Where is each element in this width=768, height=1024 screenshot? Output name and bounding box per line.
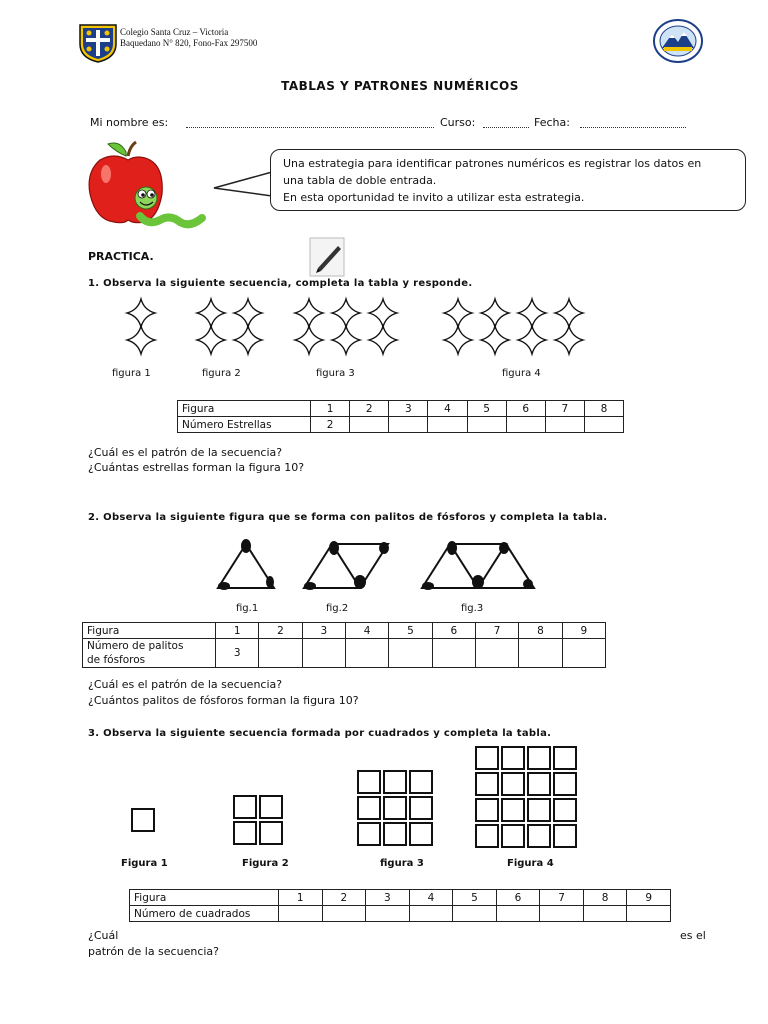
- square-figure-4-square: [475, 798, 499, 822]
- pencil-icon: [308, 236, 346, 278]
- column-header: 7: [545, 401, 584, 417]
- date-field[interactable]: [580, 127, 686, 128]
- column-header: 1: [279, 890, 323, 906]
- table-cell[interactable]: [432, 639, 475, 668]
- table-row: [130, 906, 671, 922]
- column-header: 9: [627, 890, 671, 906]
- square-figure-4-square: [475, 746, 499, 770]
- figure-2-stars: [197, 299, 262, 354]
- square-figure-4-square: [501, 772, 525, 796]
- square-figure-4-square: [553, 798, 577, 822]
- bubble-line-3: En esta oportunidad te invito a utilizar esta estrategia.: [283, 191, 585, 204]
- column-header: 5: [467, 401, 506, 417]
- table-row: [178, 401, 624, 417]
- column-header: 3: [389, 401, 428, 417]
- square-figure-2-caption: Figura 2: [242, 858, 289, 869]
- exercise-3-question-end: es el: [680, 929, 706, 942]
- table-cell[interactable]: [409, 906, 453, 922]
- square-figure-4-square: [501, 824, 525, 848]
- table-cell[interactable]: [302, 639, 345, 668]
- square-figure-3-square: [409, 822, 433, 846]
- column-header: 3: [366, 890, 410, 906]
- table-cell[interactable]: 2: [311, 417, 350, 433]
- square-figure-3-square: [409, 796, 433, 820]
- column-header: 6: [432, 623, 475, 639]
- exercise-1-question-2: ¿Cuántas estrellas forman la figura 10?: [88, 461, 305, 474]
- exercise-1-prompt: 1. Observa la siguiente secuencia, completa la tabla y responde.: [88, 278, 473, 289]
- course-field[interactable]: [483, 127, 529, 128]
- square-figure-3-square: [357, 796, 381, 820]
- table-cell[interactable]: [279, 906, 323, 922]
- column-header: 8: [519, 623, 562, 639]
- table-row: [83, 623, 606, 639]
- fig-1-caption: fig.1: [236, 603, 259, 614]
- column-header: 8: [584, 401, 623, 417]
- table-row-label: Número Estrellas: [178, 417, 311, 433]
- square-figure-2-square: [233, 795, 257, 819]
- square-figure-4-square: [553, 824, 577, 848]
- row-label-line-1: Número de palitos: [87, 640, 184, 652]
- square-figure-4-caption: Figura 4: [507, 858, 554, 869]
- figure-3-caption: figura 3: [316, 368, 355, 379]
- column-header: 6: [506, 401, 545, 417]
- matchsticks-sequence: [210, 536, 550, 598]
- exercise-2-prompt: 2. Observa la siguiente figura que se forma con palitos de fósforos y completa la tabla.: [88, 512, 608, 523]
- table-cell[interactable]: [562, 639, 605, 668]
- practice-heading: PRACTICA.: [88, 250, 154, 263]
- column-header: 5: [453, 890, 497, 906]
- table-cell[interactable]: [496, 906, 540, 922]
- square-figure-3-square: [357, 770, 381, 794]
- square-figure-4-square: [553, 772, 577, 796]
- course-label: Curso:: [440, 116, 476, 129]
- stars-sequence: [100, 296, 600, 358]
- table-row-label: [83, 639, 216, 668]
- strategy-speech-bubble: [270, 149, 746, 211]
- column-header: 7: [540, 890, 584, 906]
- square-figure-1-square: [131, 808, 155, 832]
- column-header: 2: [259, 623, 302, 639]
- table-cell[interactable]: [428, 417, 467, 433]
- square-figure-4-square: [475, 772, 499, 796]
- figure-1-stars: [127, 299, 155, 354]
- column-header: 5: [389, 623, 432, 639]
- table-row-label: Número de cuadrados: [130, 906, 279, 922]
- speech-bubble-tail: [212, 170, 274, 200]
- exercise-1-question-1: ¿Cuál es el patrón de la secuencia?: [88, 446, 283, 459]
- fig-3-caption: fig.3: [461, 603, 484, 614]
- square-figure-1-caption: Figura 1: [121, 858, 168, 869]
- column-header: 3: [302, 623, 345, 639]
- table-cell[interactable]: [627, 906, 671, 922]
- exercise-3-question-line-2: patrón de la secuencia?: [88, 945, 219, 958]
- column-header: 2: [322, 890, 366, 906]
- name-field[interactable]: [186, 127, 434, 128]
- square-figure-2-square: [259, 795, 283, 819]
- table-cell[interactable]: [345, 639, 388, 668]
- fig-2-matchsticks: [304, 544, 388, 588]
- table-cell[interactable]: [366, 906, 410, 922]
- figure-4-caption: figura 4: [502, 368, 541, 379]
- square-figure-4-square: [527, 824, 551, 848]
- squares-table: [129, 889, 671, 922]
- apple-worm-illustration: [84, 138, 208, 230]
- exercise-2-question-1: ¿Cuál es el patrón de la secuencia?: [88, 678, 283, 691]
- square-figure-4-square: [527, 746, 551, 770]
- stars-table: [177, 400, 624, 433]
- figure-3-stars: [295, 299, 397, 354]
- column-header: 9: [562, 623, 605, 639]
- square-figure-4-square: [553, 746, 577, 770]
- table-cell[interactable]: [506, 417, 545, 433]
- table-cell[interactable]: [350, 417, 389, 433]
- table-cell[interactable]: [467, 417, 506, 433]
- exercise-2-question-2: ¿Cuántos palitos de fósforos forman la figura 10?: [88, 694, 359, 707]
- table-row: [178, 417, 624, 433]
- table-cell[interactable]: [389, 639, 432, 668]
- school-name: Colegio Santa Cruz – Victoria: [120, 27, 229, 37]
- school-shield-logo: [78, 22, 118, 64]
- table-cell[interactable]: [583, 906, 627, 922]
- column-header: 6: [496, 890, 540, 906]
- column-header: 4: [428, 401, 467, 417]
- table-cell[interactable]: [322, 906, 366, 922]
- square-figure-3-square: [357, 822, 381, 846]
- date-label: Fecha:: [534, 116, 570, 129]
- square-figure-3-square: [383, 796, 407, 820]
- square-figure-4-square: [527, 772, 551, 796]
- figure-1-caption: figura 1: [112, 368, 151, 379]
- column-header: 7: [475, 623, 518, 639]
- exercise-3-question-start: ¿Cuál: [88, 929, 119, 942]
- school-address: Baquedano N° 820, Fono-Fax 297500: [120, 38, 258, 48]
- table-row-label: Figura: [83, 623, 216, 639]
- name-label: Mi nombre es:: [90, 116, 169, 129]
- square-figure-3-caption: figura 3: [380, 858, 424, 869]
- table-cell[interactable]: [453, 906, 497, 922]
- square-figure-3-square: [409, 770, 433, 794]
- column-header: 8: [583, 890, 627, 906]
- table-cell[interactable]: [519, 639, 562, 668]
- column-header: 1: [311, 401, 350, 417]
- table-row-label: Figura: [130, 890, 279, 906]
- figure-2-caption: figura 2: [202, 368, 241, 379]
- table-cell[interactable]: [545, 417, 584, 433]
- square-figure-3-square: [383, 770, 407, 794]
- table-cell[interactable]: [389, 417, 428, 433]
- table-cell[interactable]: [540, 906, 584, 922]
- square-figure-2-square: [233, 821, 257, 845]
- column-header: 2: [350, 401, 389, 417]
- column-header: 4: [409, 890, 453, 906]
- table-cell[interactable]: [259, 639, 302, 668]
- column-header: 4: [345, 623, 388, 639]
- row-label-line-2: de fósforos: [87, 654, 146, 666]
- table-cell[interactable]: 3: [216, 639, 259, 668]
- table-row: [83, 639, 606, 668]
- square-figure-3-square: [383, 822, 407, 846]
- figure-4-stars: [444, 299, 583, 354]
- page-title: TABLAS Y PATRONES NUMÉRICOS: [281, 79, 519, 93]
- table-cell[interactable]: [475, 639, 518, 668]
- bubble-line-1: Una estrategia para identificar patrones numéricos es registrar los datos en: [283, 157, 702, 170]
- square-figure-2-square: [259, 821, 283, 845]
- square-figure-4-square: [501, 798, 525, 822]
- table-row: [130, 890, 671, 906]
- fig-2-caption: fig.2: [326, 603, 349, 614]
- table-cell[interactable]: [584, 417, 623, 433]
- square-figure-4-square: [527, 798, 551, 822]
- bubble-line-2: una tabla de doble entrada.: [283, 174, 437, 187]
- table-row-label: Figura: [178, 401, 311, 417]
- square-figure-4-square: [475, 824, 499, 848]
- school-seal-logo: [652, 18, 704, 64]
- matchsticks-table: [82, 622, 606, 668]
- column-header: 1: [216, 623, 259, 639]
- exercise-3-prompt: 3. Observa la siguiente secuencia formada por cuadrados y completa la tabla.: [88, 728, 552, 739]
- square-figure-4-square: [501, 746, 525, 770]
